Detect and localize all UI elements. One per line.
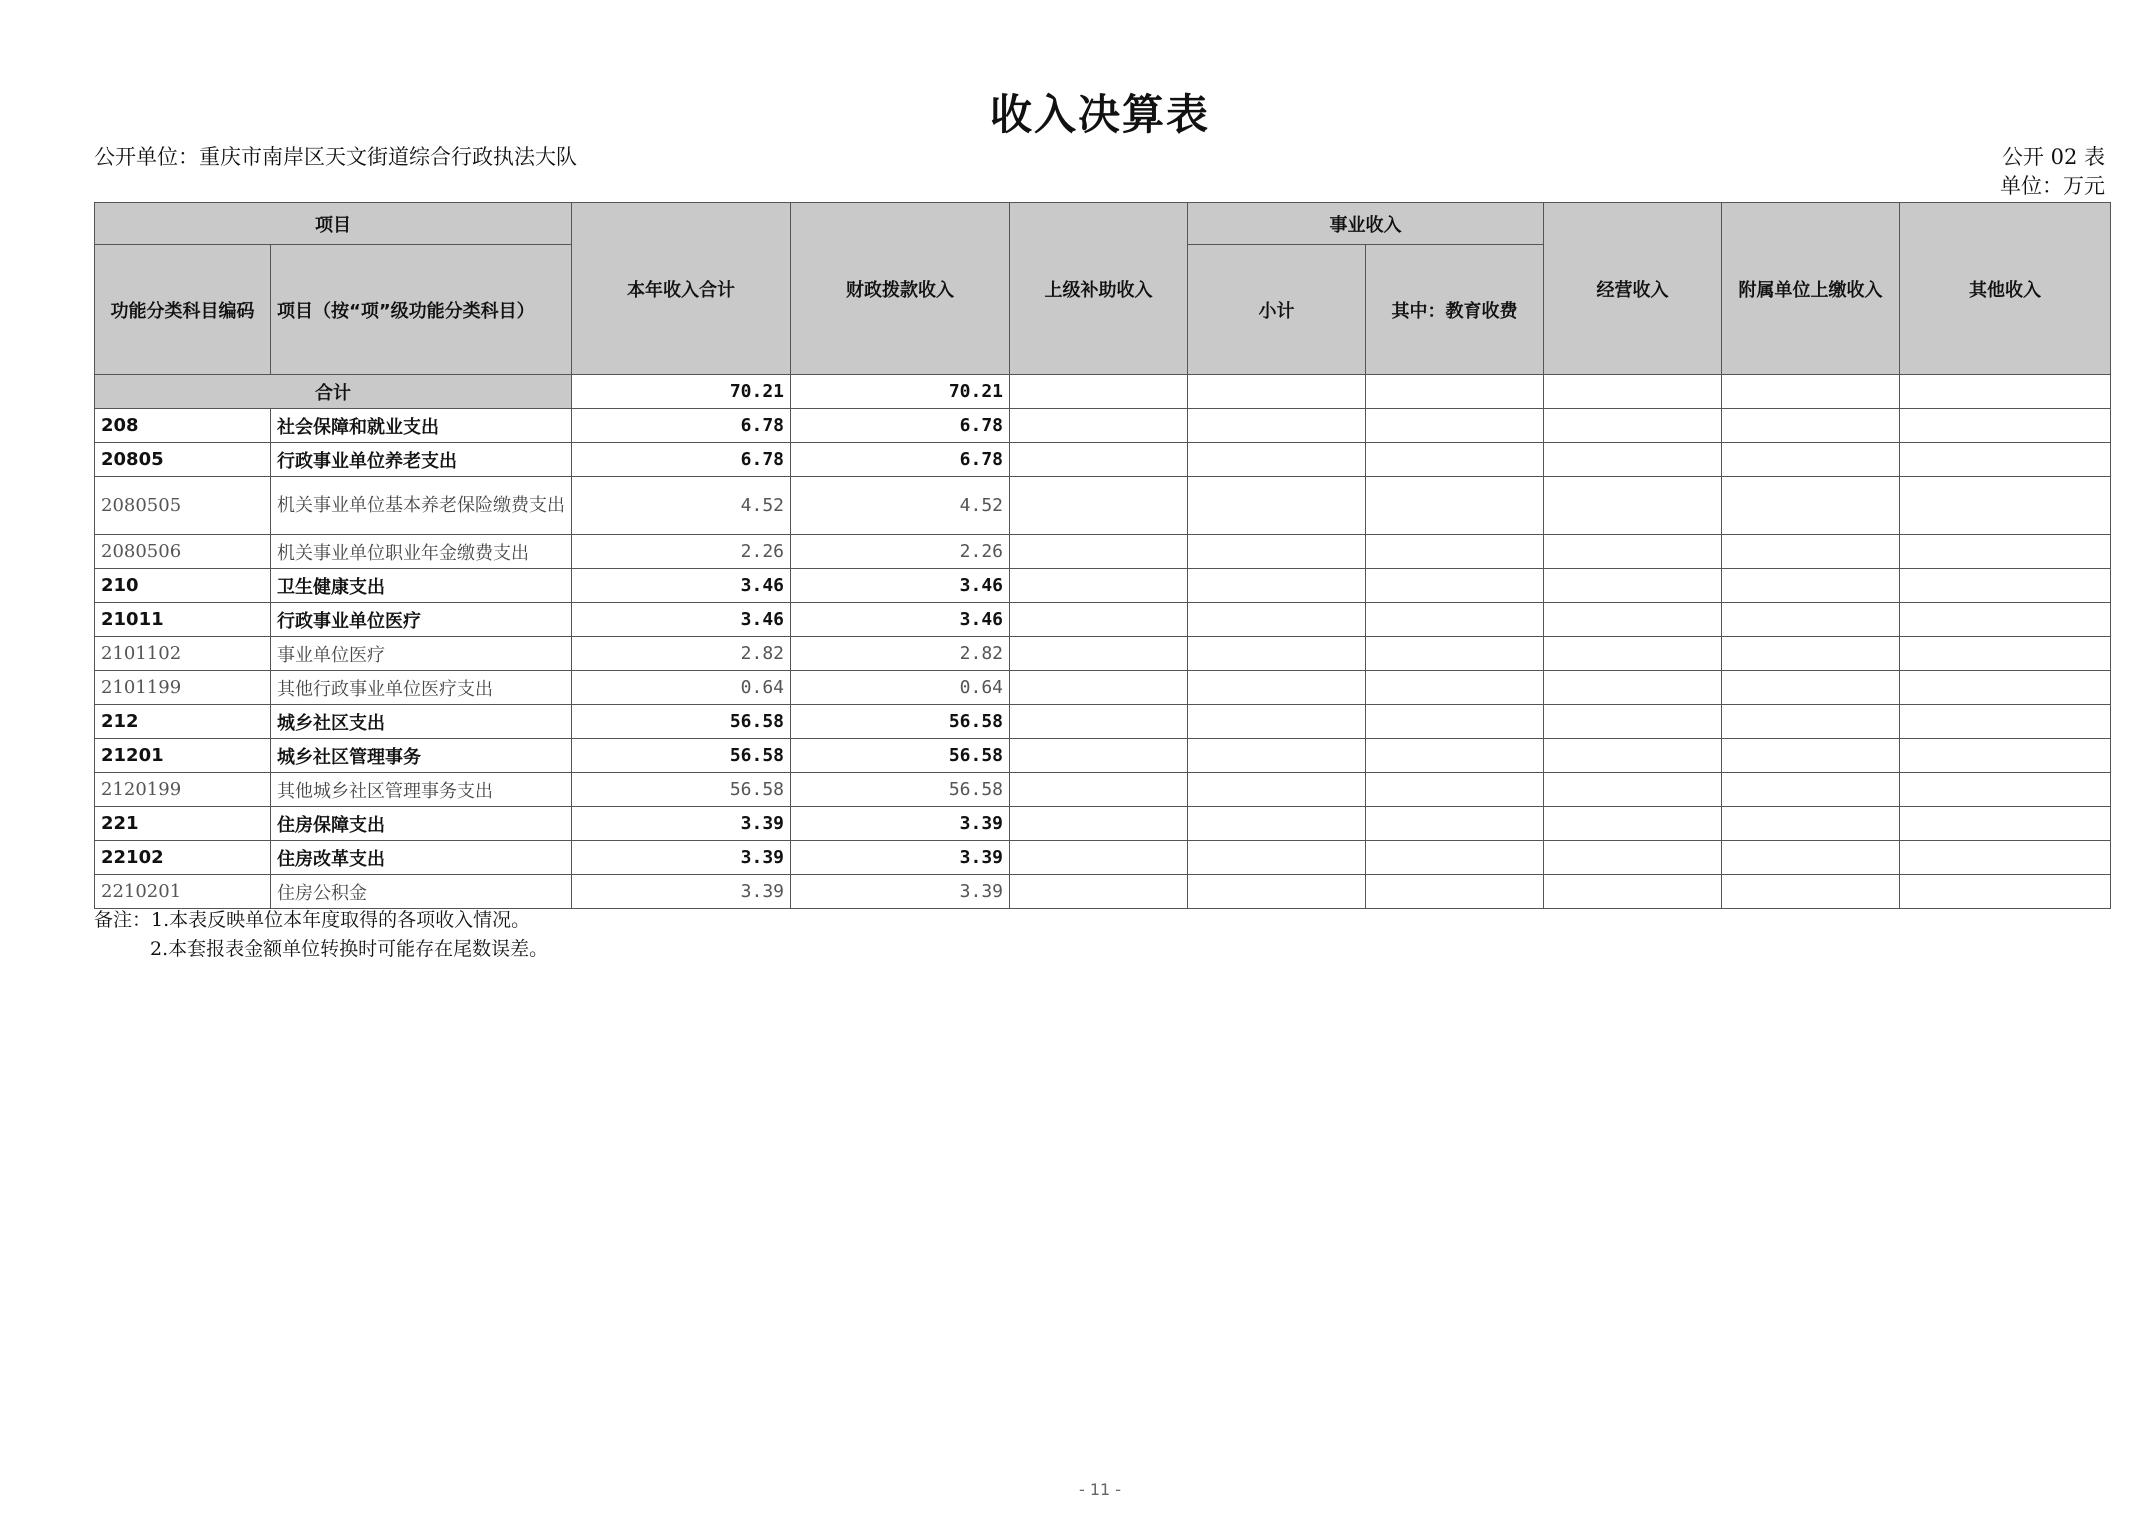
header-other: 其他收入 bbox=[1900, 203, 2111, 375]
header-total-income: 本年收入合计 bbox=[572, 203, 791, 375]
row-fiscal: 2.82 bbox=[791, 637, 1010, 671]
row-fiscal: 56.58 bbox=[791, 705, 1010, 739]
row-total: 3.39 bbox=[572, 841, 791, 875]
row-fiscal: 3.39 bbox=[791, 875, 1010, 909]
table-row bbox=[95, 705, 2111, 739]
total-income-value: 70.21 bbox=[572, 375, 791, 409]
header-operating: 经营收入 bbox=[1544, 203, 1722, 375]
row-total: 2.26 bbox=[572, 535, 791, 569]
row-name: 行政事业单位医疗 bbox=[271, 603, 572, 637]
row-fiscal: 56.58 bbox=[791, 739, 1010, 773]
row-code: 21201 bbox=[95, 739, 271, 773]
row-fiscal: 56.58 bbox=[791, 773, 1010, 807]
row-total: 0.64 bbox=[572, 671, 791, 705]
row-total: 56.58 bbox=[572, 773, 791, 807]
header-item: 项目 bbox=[95, 203, 572, 245]
row-code: 2120199 bbox=[95, 773, 271, 807]
table-row bbox=[95, 409, 2111, 443]
row-fiscal: 4.52 bbox=[791, 477, 1010, 535]
row-total: 6.78 bbox=[572, 443, 791, 477]
notes bbox=[94, 906, 548, 964]
table-row bbox=[95, 875, 2111, 909]
row-name: 行政事业单位养老支出 bbox=[271, 443, 572, 477]
table-row bbox=[95, 807, 2111, 841]
row-code: 20805 bbox=[95, 443, 271, 477]
row-fiscal: 6.78 bbox=[791, 443, 1010, 477]
row-total: 2.82 bbox=[572, 637, 791, 671]
row-code: 210 bbox=[95, 569, 271, 603]
total-row bbox=[95, 375, 2111, 409]
note-2: 2.本套报表金额单位转换时可能存在尾数误差。 bbox=[150, 938, 549, 960]
header-name: 项目（按“项”级功能分类科目） bbox=[271, 245, 572, 375]
income-table bbox=[94, 202, 2111, 909]
table-row bbox=[95, 569, 2111, 603]
row-name: 社会保障和就业支出 bbox=[271, 409, 572, 443]
row-code: 2080505 bbox=[95, 477, 271, 535]
row-name: 住房改革支出 bbox=[271, 841, 572, 875]
row-total: 56.58 bbox=[572, 739, 791, 773]
row-name: 机关事业单位职业年金缴费支出 bbox=[271, 535, 572, 569]
table-row bbox=[95, 637, 2111, 671]
row-name: 住房保障支出 bbox=[271, 807, 572, 841]
row-name: 机关事业单位基本养老保险缴费支出 bbox=[271, 477, 572, 535]
table-row bbox=[95, 603, 2111, 637]
row-code: 22102 bbox=[95, 841, 271, 875]
row-total: 3.39 bbox=[572, 875, 791, 909]
row-name: 事业单位医疗 bbox=[271, 637, 572, 671]
row-total: 6.78 bbox=[572, 409, 791, 443]
row-name: 住房公积金 bbox=[271, 875, 572, 909]
row-fiscal: 6.78 bbox=[791, 409, 1010, 443]
row-total: 56.58 bbox=[572, 705, 791, 739]
row-name: 城乡社区管理事务 bbox=[271, 739, 572, 773]
table-row bbox=[95, 443, 2111, 477]
header-superior: 上级补助收入 bbox=[1010, 203, 1188, 375]
header-affiliated: 附属单位上缴收入 bbox=[1722, 203, 1900, 375]
row-fiscal: 3.46 bbox=[791, 569, 1010, 603]
row-code: 2101199 bbox=[95, 671, 271, 705]
row-code: 21011 bbox=[95, 603, 271, 637]
row-fiscal: 3.46 bbox=[791, 603, 1010, 637]
row-name: 其他城乡社区管理事务支出 bbox=[271, 773, 572, 807]
row-fiscal: 3.39 bbox=[791, 841, 1010, 875]
row-total: 3.39 bbox=[572, 807, 791, 841]
row-total: 3.46 bbox=[572, 603, 791, 637]
row-code: 208 bbox=[95, 409, 271, 443]
row-code: 2210201 bbox=[95, 875, 271, 909]
row-fiscal: 2.26 bbox=[791, 535, 1010, 569]
row-fiscal: 3.39 bbox=[791, 807, 1010, 841]
table-row bbox=[95, 535, 2111, 569]
currency-unit: 单位：万元 bbox=[2000, 174, 2105, 198]
page-title: 收入决算表 bbox=[989, 90, 1210, 139]
row-code: 2080506 bbox=[95, 535, 271, 569]
header-subtotal: 小计 bbox=[1188, 245, 1366, 375]
table-row bbox=[95, 773, 2111, 807]
table-row bbox=[95, 841, 2111, 875]
row-total: 3.46 bbox=[572, 569, 791, 603]
table-number: 公开 02 表 bbox=[2001, 145, 2105, 169]
row-code: 2101102 bbox=[95, 637, 271, 671]
table-row bbox=[95, 739, 2111, 773]
row-name: 其他行政事业单位医疗支出 bbox=[271, 671, 572, 705]
row-fiscal: 0.64 bbox=[791, 671, 1010, 705]
header-education-fee: 其中：教育收费 bbox=[1366, 245, 1544, 375]
row-name: 卫生健康支出 bbox=[271, 569, 572, 603]
row-code: 221 bbox=[95, 807, 271, 841]
page-number: - 11 - bbox=[1078, 1480, 1122, 1499]
header-code: 功能分类科目编码 bbox=[95, 245, 271, 375]
total-fiscal-value: 70.21 bbox=[791, 375, 1010, 409]
row-code: 212 bbox=[95, 705, 271, 739]
header-business-group: 事业收入 bbox=[1188, 203, 1544, 245]
table-row bbox=[95, 671, 2111, 705]
table-row bbox=[95, 477, 2111, 535]
header-fiscal: 财政拨款收入 bbox=[791, 203, 1010, 375]
total-label: 合计 bbox=[95, 375, 572, 409]
note-1: 备注：1.本表反映单位本年度取得的各项收入情况。 bbox=[94, 909, 531, 931]
reporting-unit: 公开单位：重庆市南岸区天文街道综合行政执法大队 bbox=[94, 145, 577, 169]
row-total: 4.52 bbox=[572, 477, 791, 535]
row-name: 城乡社区支出 bbox=[271, 705, 572, 739]
